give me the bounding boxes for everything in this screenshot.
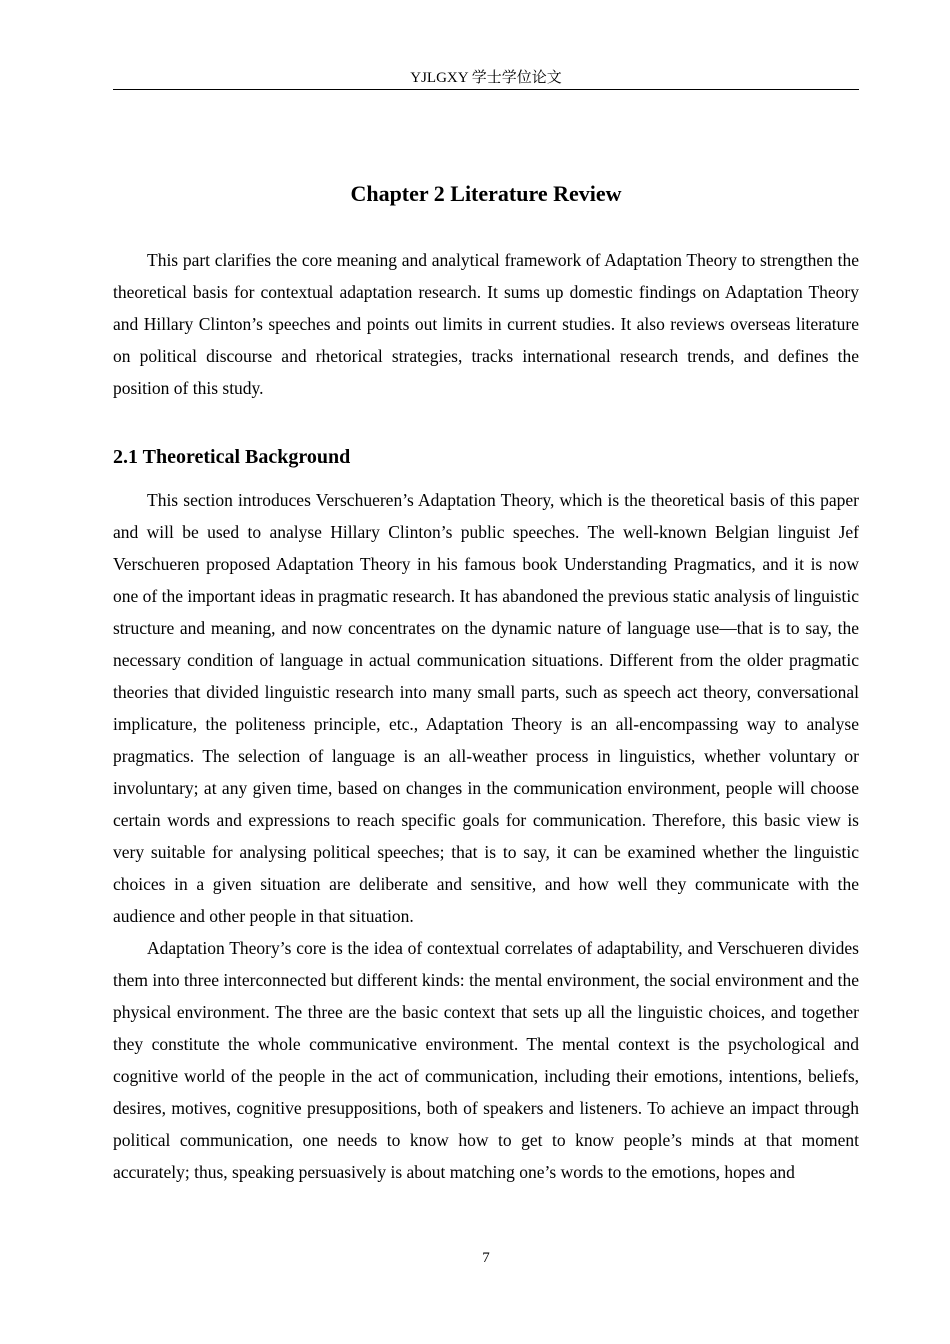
running-header: YJLGXY 学士学位论文 — [410, 70, 562, 86]
header-rule — [113, 89, 859, 90]
chapter-intro — [113, 244, 859, 404]
section-body — [113, 484, 859, 1188]
body-paragraph-1: This section introduces Verschueren’s Adaptation Theory, which is the theoretical basis of this paper and will be used to analyse Hillary Clinton’s public speeches. The well-known Belgian linguist Jef Verschueren proposed Adaptation Theory in his famous book Understanding Pragmatics, and it is now one of the important ideas in pragmatic research. It has abandoned the previous static analysis of linguistic structure and meaning, and now concentrates on the dynamic nature of language use—that is to say, the necessary condition of language in actual communication situations. Different from the older pragmatic theories that divided linguistic research into many small parts, such as speech act theory, conversational implicature, the politeness principle, etc., Adaptation Theory is an all-encompassing way to analyse pragmatics. The selection of language is an all-weather process in linguistics, whether voluntary or involuntary; at any given time, based on changes in the communication environment, people will choose certain words and expressions to reach specific goals for communication. Therefore, this basic view is very suitable for analysing political speeches; that is to say, it can be examined whether the linguistic choices in a given situation are deliberate and sensitive, and how well they communicate with the audience and other people in that situation. — [113, 490, 859, 926]
page-number: 7 — [482, 1250, 490, 1266]
chapter-title: Chapter 2 Literature Review — [350, 181, 622, 206]
intro-paragraph: This part clarifies the core meaning and analytical framework of Adaptation Theory to strengthen the theoretical basis for contextual adaptation research. It sums up domestic findings on Adaptation Theory and Hillary Clinton’s speeches and points out limits in current studies. It also reviews overseas literature on political discourse and rhetorical strategies, tracks international research trends, and defines the position of this study. — [113, 250, 859, 398]
section-heading: 2.1 Theoretical Background — [113, 446, 351, 468]
body-paragraph-2: Adaptation Theory’s core is the idea of contextual correlates of adaptability, and Verschueren divides them into three interconnected but different kinds: the mental environment, the social environment and the physical environment. The three are the basic context that sets up all the linguistic choices, and together they constitute the whole communicative environment. The mental context is the psychological and cognitive world of the people in the act of communication, including their emotions, intentions, beliefs, desires, motives, cognitive presuppositions, both of speakers and listeners. To achieve an impact through political communication, one needs to know how to get to know people’s minds at that moment accurately; thus, speaking persuasively is about matching one’s words to the emotions, hopes and — [113, 938, 859, 1182]
